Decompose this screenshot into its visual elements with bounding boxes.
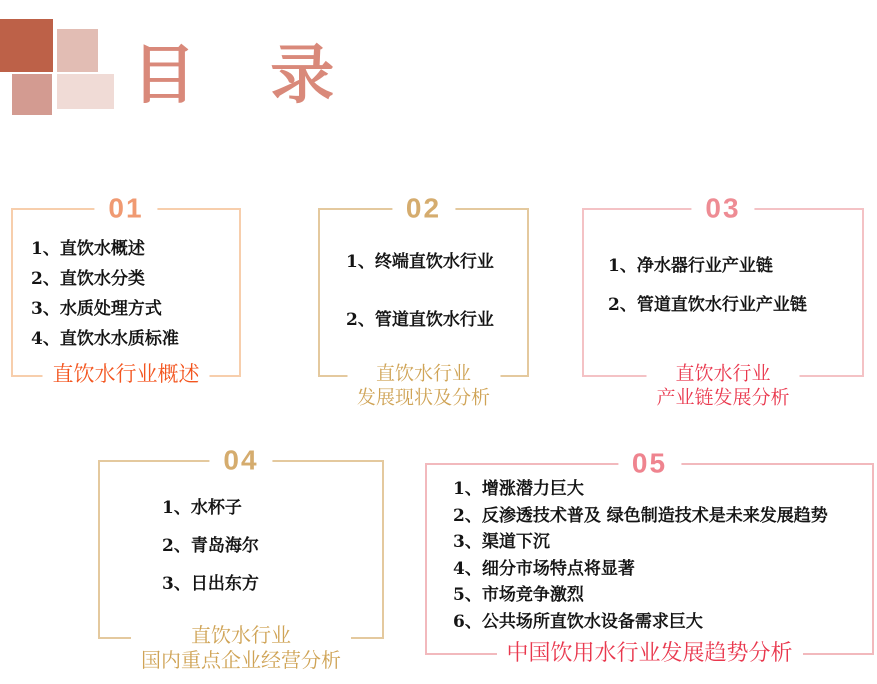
- caption-line: 直饮水行业: [191, 625, 291, 647]
- deco-square-dark: [0, 19, 53, 72]
- deco-square-light: [57, 29, 98, 72]
- caption-line: 中国饮用水行业发展趋势分析: [506, 640, 793, 665]
- caption-line: 发展现状及分析: [356, 387, 491, 409]
- toc-item: 1、终端直饮水行业: [346, 252, 494, 272]
- toc-item: 1、净水器行业产业链: [608, 256, 773, 276]
- toc-item: 3、水质处理方式: [31, 299, 162, 319]
- section-caption-01: [43, 363, 210, 387]
- section-number-01: 01: [94, 194, 157, 224]
- toc-item: 2、青岛海尔: [162, 536, 259, 556]
- toc-item: 5、市场竞争激烈: [453, 585, 584, 605]
- section-box-01: [11, 192, 241, 386]
- deco-square-lightest: [57, 74, 114, 109]
- deco-square-mid: [12, 74, 52, 115]
- toc-item: 1、增涨潜力巨大: [453, 479, 584, 499]
- toc-item: 2、管道直饮水行业: [346, 310, 494, 330]
- section-box-04: [98, 444, 384, 672]
- section-number-04: 04: [209, 446, 272, 476]
- toc-item: 4、细分市场特点将显著: [453, 558, 635, 579]
- section-box-03: [582, 192, 864, 409]
- toc-item: 1、水杯子: [162, 498, 242, 518]
- section-box-05: [425, 447, 874, 665]
- toc-item: 4、直饮水水质标准: [31, 329, 179, 349]
- toc-item: 6、公共场所直饮水设备需求巨大: [453, 611, 703, 632]
- section-number-02: 02: [392, 194, 455, 224]
- section-number-03: 03: [691, 194, 754, 224]
- page-title: 目 录: [132, 38, 361, 113]
- caption-line: 直饮水行业: [675, 363, 771, 385]
- toc-item: 2、管道直饮水行业产业链: [608, 295, 807, 315]
- section-04-items: [100, 462, 382, 594]
- section-caption-02: [347, 363, 500, 411]
- section-01-items: [13, 210, 239, 354]
- toc-item: 1、直饮水概述: [31, 239, 145, 259]
- section-caption-03: [646, 363, 799, 411]
- section-caption-04: [131, 624, 351, 674]
- caption-line: 产业链发展分析: [656, 387, 790, 409]
- section-02-items: [320, 210, 527, 330]
- section-number-05: 05: [618, 449, 681, 479]
- section-03-items: [584, 210, 862, 315]
- section-caption-05: [496, 640, 802, 666]
- caption-line: 直饮水行业概述: [52, 363, 200, 386]
- toc-item: 2、反渗透技术普及 绿色制造技术是未来发展趋势: [453, 505, 828, 526]
- toc-item: 3、渠道下沉: [453, 532, 550, 552]
- section-box-02: [318, 192, 529, 409]
- caption-line: 国内重点企业经营分析: [141, 650, 341, 672]
- toc-item: 2、直饮水分类: [31, 269, 145, 289]
- section-05-items: [427, 465, 872, 635]
- toc-item: 3、日出东方: [162, 574, 259, 594]
- caption-line: 直饮水行业: [375, 363, 472, 385]
